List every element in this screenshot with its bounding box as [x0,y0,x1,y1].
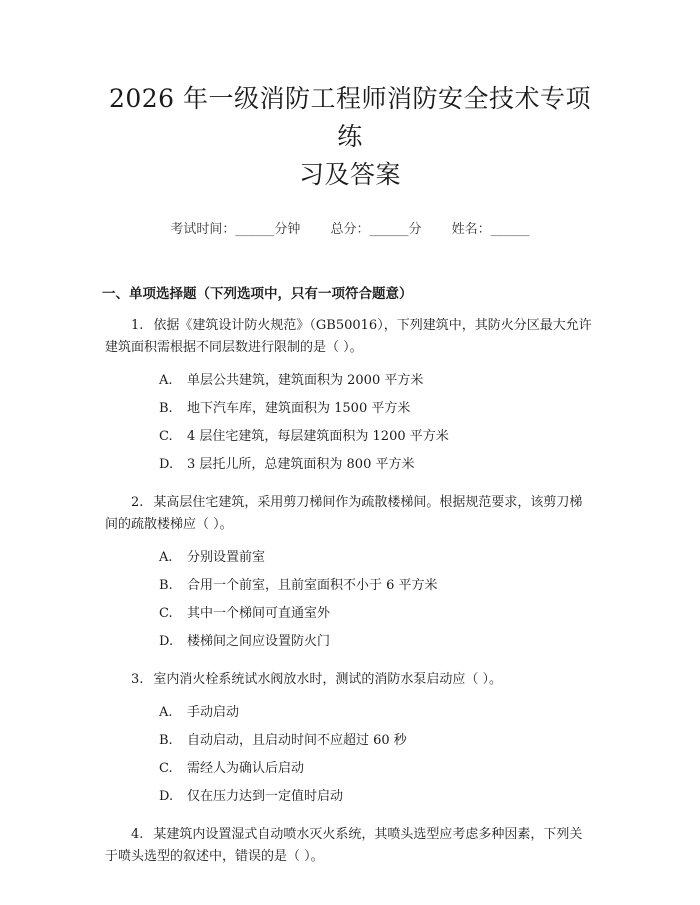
option-letter: D. [159,789,174,804]
option-letter: A. [159,550,173,565]
option-letter: A. [159,705,173,720]
name-field: 姓名：______ [451,222,530,237]
option-letter: D. [159,457,174,472]
option-item [105,600,595,628]
question-stem: 某建筑内设置湿式自动喷水灭火系统，其喷头选型应考虑多种因素，下列关于喷头选型的叙述中，错误的是（ ）。 [105,827,583,864]
option-item [105,727,595,755]
question-text [105,315,595,359]
option-item [105,783,595,811]
option-letter: B. [159,733,173,748]
option-item [105,395,595,423]
option-list [105,699,595,811]
option-text: 需经人为确认后启动 [187,761,305,776]
option-text: 自动启动，且启动时间不应超过 60 秒 [187,733,407,748]
option-item [105,423,595,451]
exam-info [105,218,595,237]
question-block [105,315,595,479]
option-text: 其中一个梯间可直通室外 [187,606,331,621]
question-number: 2. [131,495,144,510]
question-text [105,669,595,691]
option-letter: B. [159,578,173,593]
option-item [105,367,595,395]
exam-time-field: 考试时间：______分钟 [170,222,301,237]
question-stem: 室内消火栓系统试水阀放水时，测试的消防水泵启动应（ ）。 [153,672,503,687]
option-text: 仅在压力达到一定值时启动 [187,789,344,804]
question-block [105,669,595,811]
option-item [105,628,595,656]
question-number: 4. [131,827,144,842]
option-text: 地下汽车库，建筑面积为 1500 平方米 [187,401,411,416]
question-text [105,492,595,536]
option-item [105,544,595,572]
question-number: 3. [131,672,144,687]
option-text: 单层公共建筑，建筑面积为 2000 平方米 [187,373,424,388]
question-number: 1. [131,318,144,333]
option-item [105,755,595,783]
question-block [105,492,595,656]
title-line-1: 2026 年一级消防工程师消防安全技术专项练 [108,84,592,151]
option-letter: D. [159,634,174,649]
option-item [105,572,595,600]
option-list [105,544,595,656]
option-text: 合用一个前室，且前室面积不小于 6 平方米 [187,578,438,593]
question-stem: 某高层住宅建筑，采用剪刀梯间作为疏散楼梯间。根据规范要求，该剪刀梯间的疏散楼梯应（ ）。 [105,495,583,532]
total-score-field: 总分：______分 [330,222,422,237]
option-letter: C. [159,429,173,444]
option-item [105,451,595,479]
option-letter: A. [159,373,173,388]
option-letter: C. [159,606,173,621]
option-item [105,699,595,727]
title-line-2: 习及答案 [298,160,401,189]
option-text: 3 层托儿所，总建筑面积为 800 平方米 [187,457,415,472]
option-text: 楼梯间之间应设置防火门 [187,634,331,649]
option-text: 分别设置前室 [187,550,266,565]
option-letter: B. [159,401,173,416]
section-heading: 一、单项选择题（下列选项中，只有一项符合题意） [102,286,413,302]
option-text: 手动启动 [187,705,240,720]
option-text: 4 层住宅建筑，每层建筑面积为 1200 平方米 [187,429,449,444]
option-list [105,367,595,479]
option-letter: C. [159,761,173,776]
document-title [105,0,595,194]
question-text [105,824,595,868]
question-block [105,824,595,868]
question-stem: 依据《建筑设计防火规范》（GB50016），下列建筑中，其防火分区最大允许建筑面积需根据不同层数进行限制的是（ ）。 [105,318,592,355]
